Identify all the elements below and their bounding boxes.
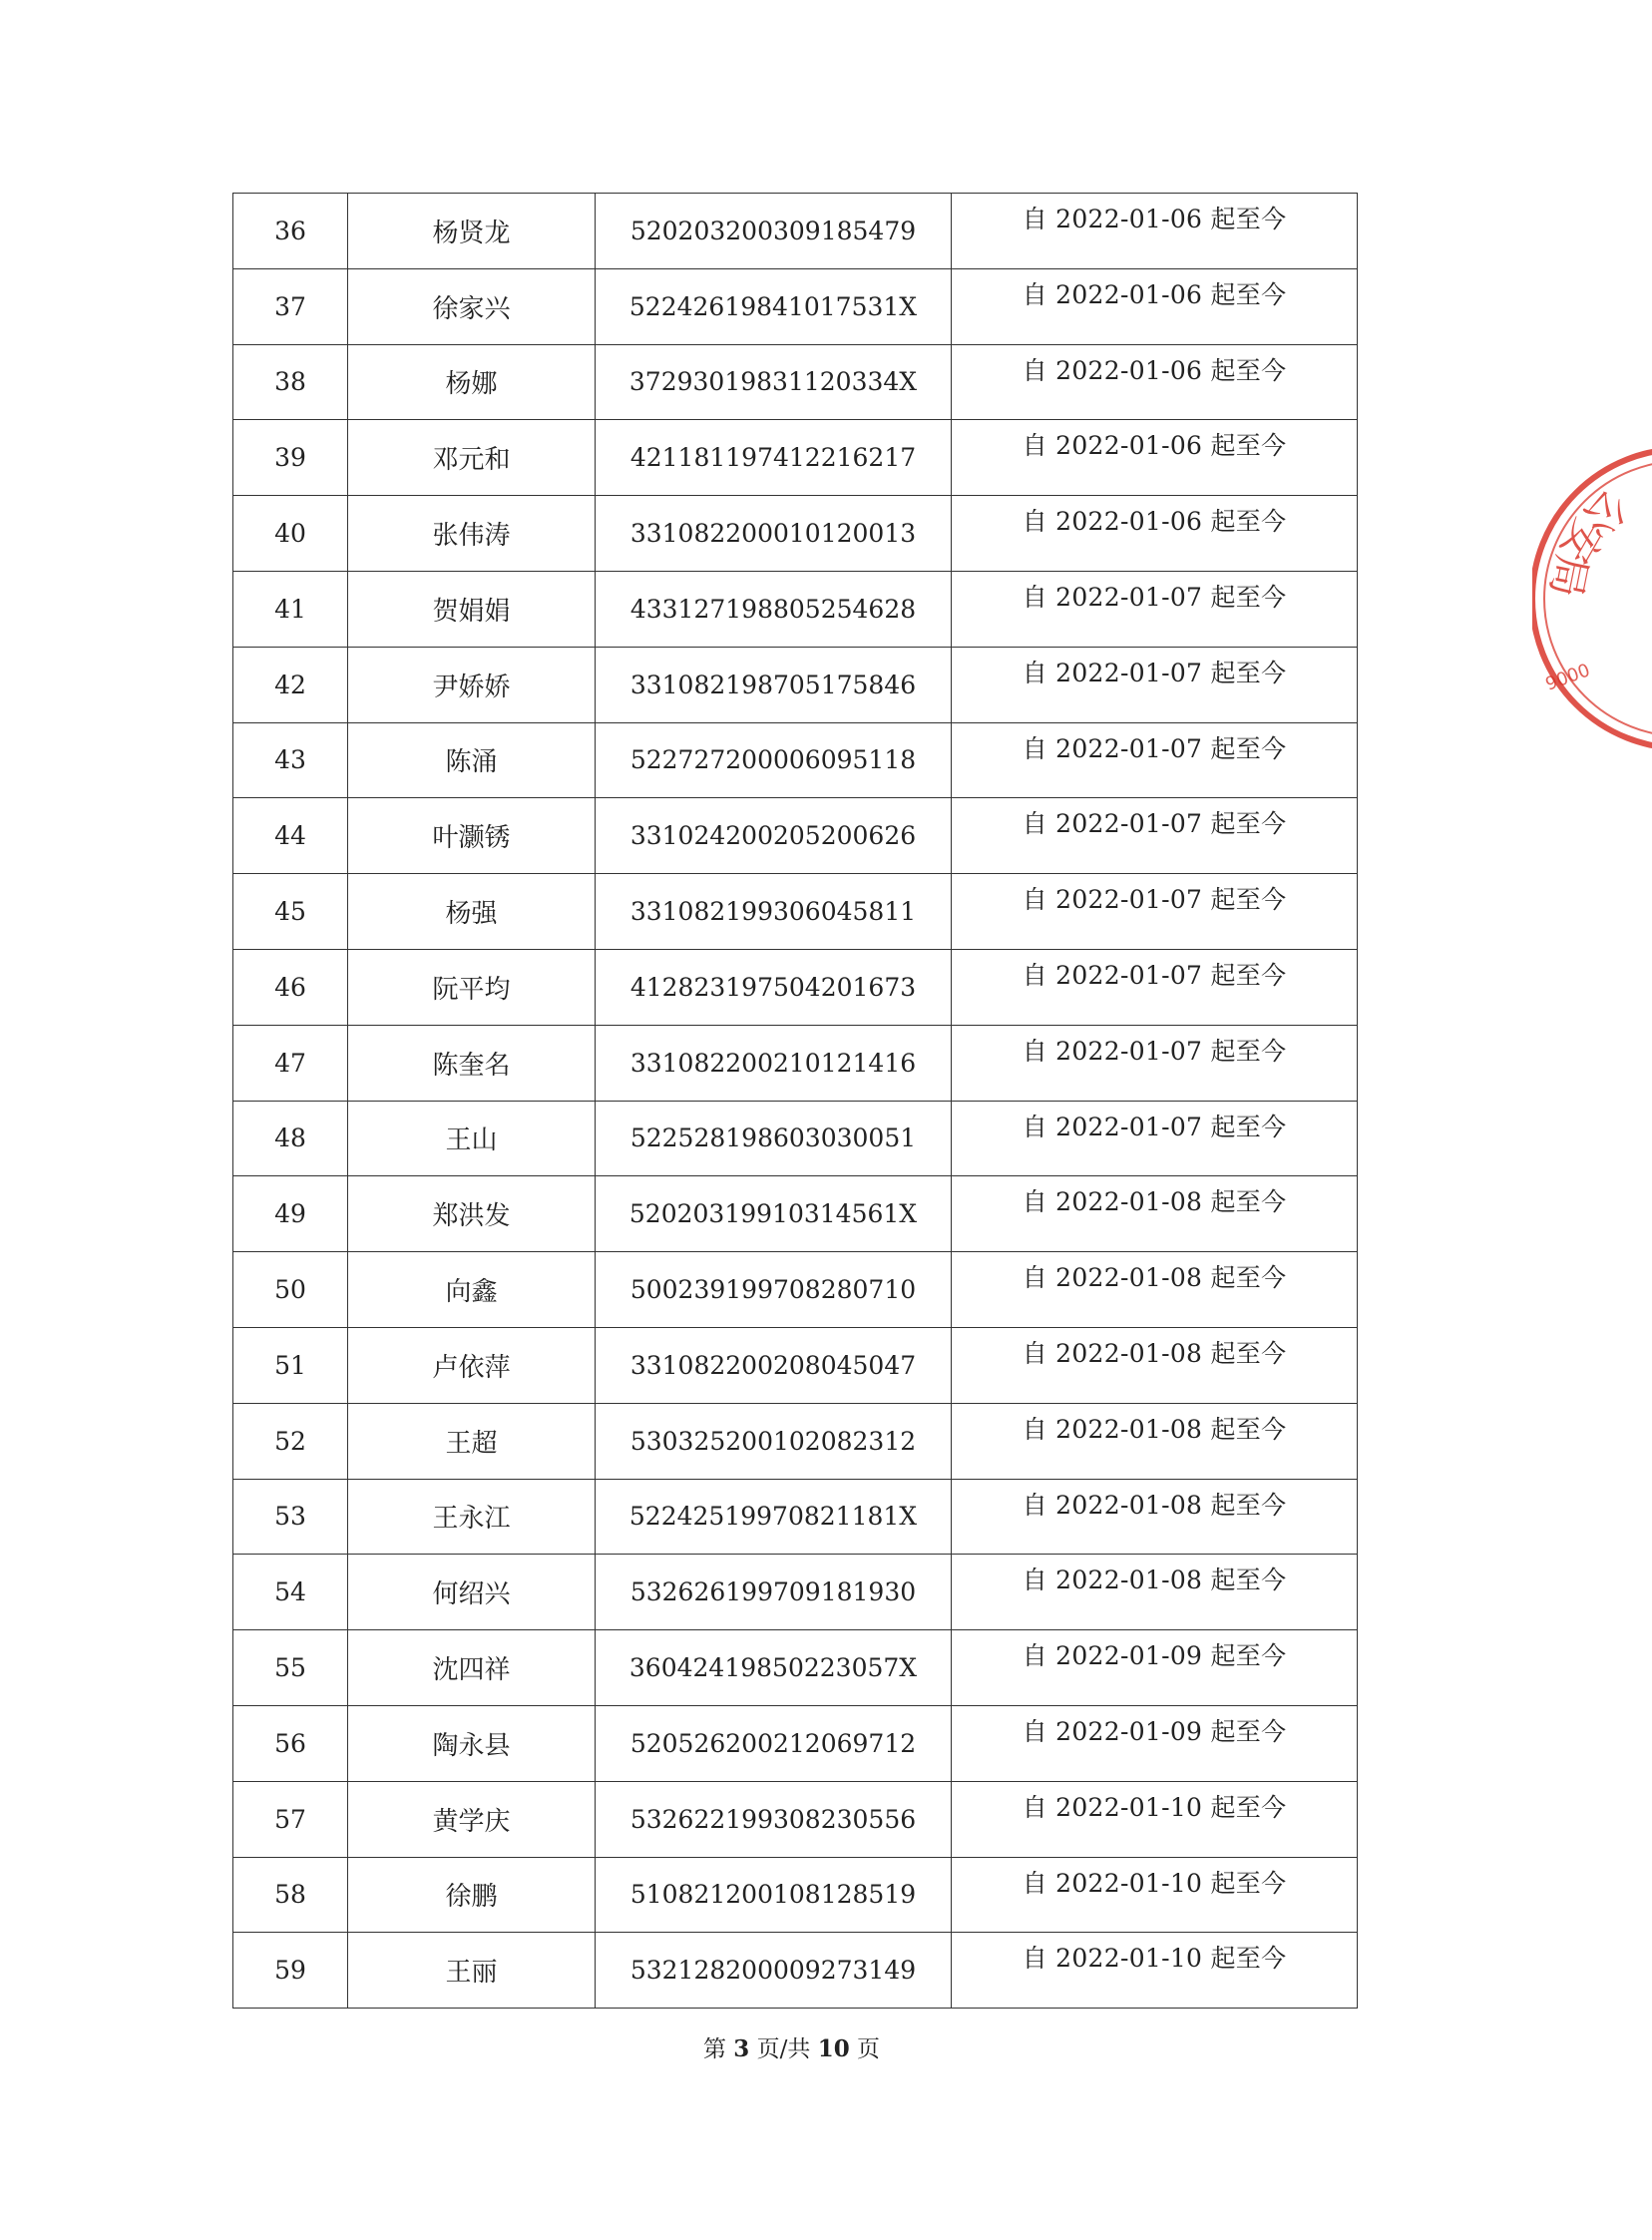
personnel-table (232, 193, 1358, 2009)
id-number: 520526200212069712 (596, 1705, 952, 1781)
period-text: 自 2022-01-07 起至今 (952, 571, 1358, 647)
id-number: 530325200102082312 (596, 1403, 952, 1479)
id-number: 331082200010120013 (596, 496, 952, 572)
person-name: 王永江 (348, 1479, 596, 1555)
table-row (233, 722, 1358, 798)
table-row (233, 1101, 1358, 1176)
period-text: 自 2022-01-06 起至今 (952, 268, 1358, 344)
person-name: 阮平均 (348, 949, 596, 1025)
person-name: 王丽 (348, 1933, 596, 2009)
person-name: 沈四祥 (348, 1630, 596, 1706)
person-name: 张伟涛 (348, 496, 596, 572)
id-number: 36042419850223057X (596, 1630, 952, 1706)
row-number: 39 (233, 420, 348, 496)
person-name: 何绍兴 (348, 1555, 596, 1630)
period-text: 自 2022-01-10 起至今 (952, 1933, 1358, 2009)
table-row (233, 268, 1358, 344)
table-row (233, 194, 1358, 269)
row-number: 45 (233, 874, 348, 950)
row-number: 40 (233, 496, 348, 572)
footer-prefix: 第 (702, 2036, 726, 2062)
row-number: 37 (233, 268, 348, 344)
id-number: 331082198705175846 (596, 647, 952, 722)
table-row (233, 1403, 1358, 1479)
period-text: 自 2022-01-09 起至今 (952, 1630, 1358, 1706)
period-text: 自 2022-01-06 起至今 (952, 194, 1358, 269)
id-number: 510821200108128519 (596, 1857, 952, 1933)
official-seal-stamp (1532, 429, 1652, 768)
id-number: 433127198805254628 (596, 571, 952, 647)
current-page-number: 3 (733, 2035, 750, 2062)
period-text: 自 2022-01-06 起至今 (952, 496, 1358, 572)
period-text: 自 2022-01-08 起至今 (952, 1252, 1358, 1328)
person-name: 杨强 (348, 874, 596, 950)
period-text: 自 2022-01-07 起至今 (952, 1025, 1358, 1101)
person-name: 邓元和 (348, 420, 596, 496)
period-text: 自 2022-01-09 起至今 (952, 1705, 1358, 1781)
row-number: 46 (233, 949, 348, 1025)
row-number: 43 (233, 722, 348, 798)
table-row (233, 874, 1358, 950)
seal-text: 公安局 (1540, 480, 1638, 602)
period-text: 自 2022-01-07 起至今 (952, 722, 1358, 798)
row-number: 36 (233, 194, 348, 269)
period-text: 自 2022-01-08 起至今 (952, 1176, 1358, 1252)
row-number: 57 (233, 1781, 348, 1857)
person-name: 黄学庆 (348, 1781, 596, 1857)
personnel-table-container (232, 193, 1357, 2009)
table-row (233, 344, 1358, 420)
row-number: 41 (233, 571, 348, 647)
period-text: 自 2022-01-08 起至今 (952, 1327, 1358, 1403)
id-number: 331082200210121416 (596, 1025, 952, 1101)
id-number: 331082199306045811 (596, 874, 952, 950)
row-number: 38 (233, 344, 348, 420)
id-number: 421181197412216217 (596, 420, 952, 496)
footer-middle: 页/共 (756, 2036, 811, 2062)
row-number: 58 (233, 1857, 348, 1933)
period-text: 自 2022-01-07 起至今 (952, 949, 1358, 1025)
person-name: 向鑫 (348, 1252, 596, 1328)
id-number: 532622199308230556 (596, 1781, 952, 1857)
table-row (233, 1025, 1358, 1101)
id-number: 522727200006095118 (596, 722, 952, 798)
table-row (233, 420, 1358, 496)
person-name: 杨娜 (348, 344, 596, 420)
person-name: 王超 (348, 1403, 596, 1479)
person-name: 王山 (348, 1101, 596, 1176)
period-text: 自 2022-01-07 起至今 (952, 1101, 1358, 1176)
table-row (233, 1630, 1358, 1706)
table-row (233, 571, 1358, 647)
row-number: 50 (233, 1252, 348, 1328)
table-row (233, 1781, 1358, 1857)
footer-suffix: 页 (857, 2036, 881, 2062)
person-name: 叶灏锈 (348, 798, 596, 874)
row-number: 47 (233, 1025, 348, 1101)
person-name: 贺娟娟 (348, 571, 596, 647)
id-number: 500239199708280710 (596, 1252, 952, 1328)
period-text: 自 2022-01-10 起至今 (952, 1857, 1358, 1933)
table-row (233, 647, 1358, 722)
person-name: 徐鹏 (348, 1857, 596, 1933)
id-number: 52020319910314561X (596, 1176, 952, 1252)
person-name: 郑洪发 (348, 1176, 596, 1252)
period-text: 自 2022-01-08 起至今 (952, 1479, 1358, 1555)
table-row (233, 1327, 1358, 1403)
period-text: 自 2022-01-07 起至今 (952, 647, 1358, 722)
period-text: 自 2022-01-08 起至今 (952, 1555, 1358, 1630)
person-name: 陈奎名 (348, 1025, 596, 1101)
period-text: 自 2022-01-06 起至今 (952, 344, 1358, 420)
period-text: 自 2022-01-07 起至今 (952, 798, 1358, 874)
row-number: 52 (233, 1403, 348, 1479)
id-number: 52242519970821181X (596, 1479, 952, 1555)
row-number: 59 (233, 1933, 348, 2009)
person-name: 杨贤龙 (348, 194, 596, 269)
period-text: 自 2022-01-08 起至今 (952, 1403, 1358, 1479)
total-pages-number: 10 (817, 2035, 850, 2062)
person-name: 陈涌 (348, 722, 596, 798)
period-text: 自 2022-01-10 起至今 (952, 1781, 1358, 1857)
table-row (233, 798, 1358, 874)
id-number: 532128200009273149 (596, 1933, 952, 2009)
row-number: 53 (233, 1479, 348, 1555)
id-number: 37293019831120334X (596, 344, 952, 420)
id-number: 412823197504201673 (596, 949, 952, 1025)
page-footer (0, 2030, 1583, 2063)
personnel-table-body (233, 194, 1358, 2009)
row-number: 55 (233, 1630, 348, 1706)
table-row (233, 496, 1358, 572)
row-number: 42 (233, 647, 348, 722)
id-number: 52242619841017531X (596, 268, 952, 344)
id-number: 331024200205200626 (596, 798, 952, 874)
id-number: 331082200208045047 (596, 1327, 952, 1403)
period-text: 自 2022-01-07 起至今 (952, 874, 1358, 950)
seal-code: 9000 (1542, 660, 1593, 695)
table-row (233, 1555, 1358, 1630)
period-text: 自 2022-01-06 起至今 (952, 420, 1358, 496)
person-name: 徐家兴 (348, 268, 596, 344)
person-name: 陶永县 (348, 1705, 596, 1781)
id-number: 532626199709181930 (596, 1555, 952, 1630)
table-row (233, 1176, 1358, 1252)
row-number: 54 (233, 1555, 348, 1630)
row-number: 44 (233, 798, 348, 874)
table-row (233, 1252, 1358, 1328)
table-row (233, 1933, 1358, 2009)
table-row (233, 1705, 1358, 1781)
row-number: 51 (233, 1327, 348, 1403)
row-number: 56 (233, 1705, 348, 1781)
id-number: 520203200309185479 (596, 194, 952, 269)
table-row (233, 1479, 1358, 1555)
svg-text:公安局 (1541, 480, 1638, 601)
person-name: 卢依萍 (348, 1327, 596, 1403)
id-number: 522528198603030051 (596, 1101, 952, 1176)
table-row (233, 1857, 1358, 1933)
row-number: 49 (233, 1176, 348, 1252)
row-number: 48 (233, 1101, 348, 1176)
person-name: 尹娇娇 (348, 647, 596, 722)
table-row (233, 949, 1358, 1025)
